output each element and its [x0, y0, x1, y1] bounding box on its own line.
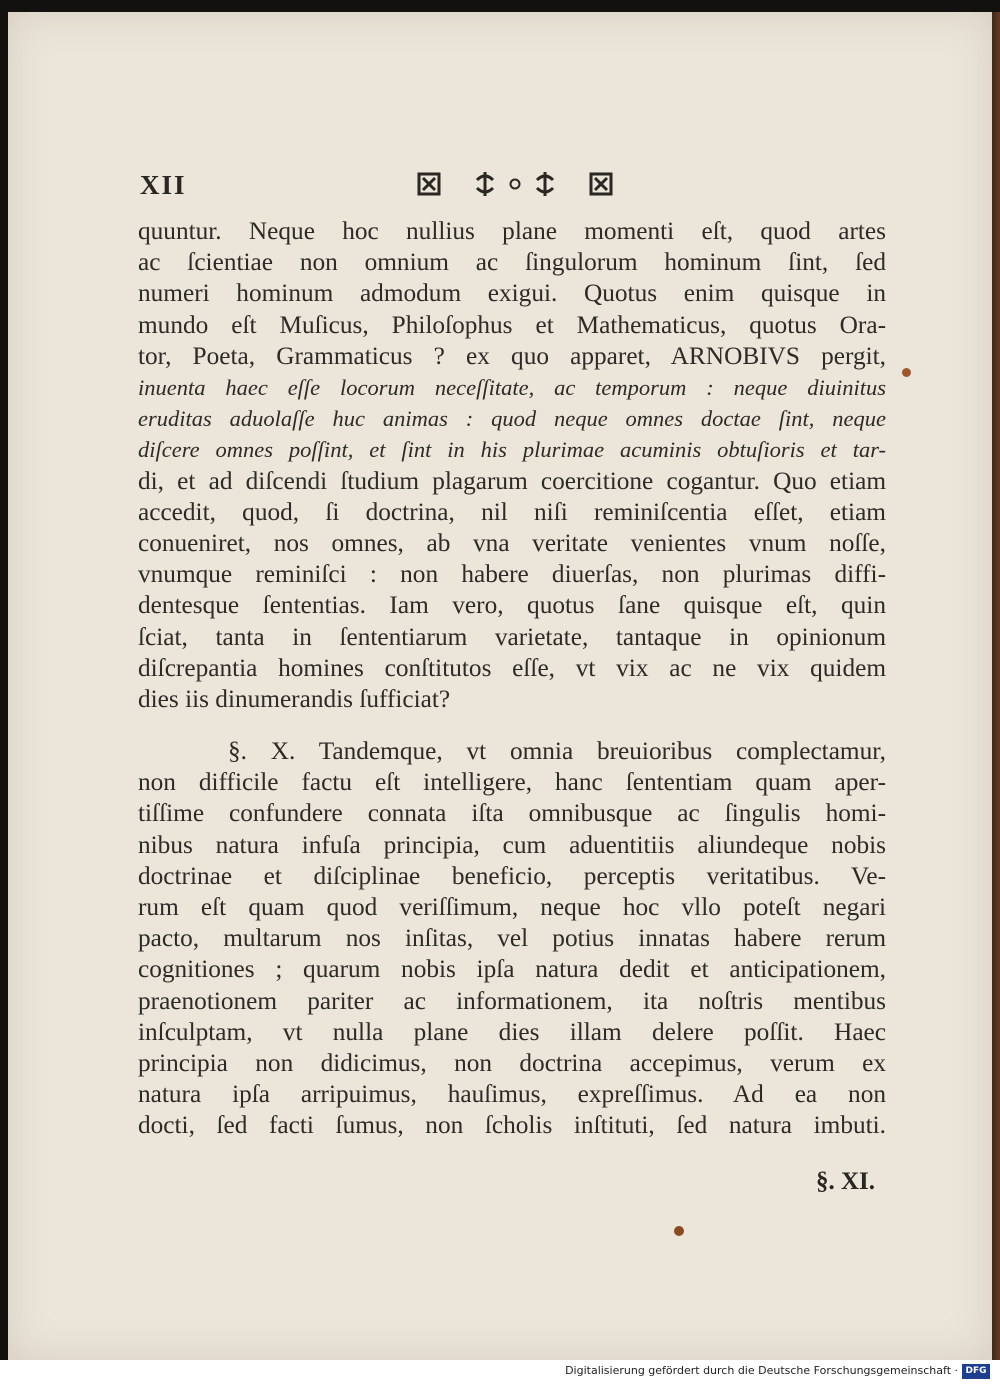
text-line: nibus natura infuſa principia, cum aduentitiis aliundeque nobis — [138, 830, 886, 859]
paragraph-1 — [138, 216, 886, 715]
text-line: doctrinae et diſciplinae beneficio, perceptis veritatibus. Ve- — [138, 861, 886, 890]
text-line: pacto, multarum nos inſitas, vel potius innatas habere rerum — [138, 924, 886, 953]
text-line-italic: inuenta haec eſſe locorum neceſſitate, ac temporum : neque diuinitus — [138, 375, 886, 401]
dfg-logo-icon: DFG — [962, 1364, 990, 1379]
page-number: XII — [140, 170, 187, 200]
text-line: dentesque ſententias. Iam vero, quotus ſane quisque eſt, quin — [138, 591, 886, 620]
text-line: praenotionem pariter ac informationem, ita noſtris mentibus — [138, 986, 886, 1015]
text-line: tiſſime confundere connata iſta omnibusque ac ſingulis homi- — [138, 799, 886, 828]
text-line: tor, Poeta, Grammaticus ? ex quo apparet, ARNOBIVS pergit, — [138, 341, 886, 370]
text-line: quuntur. Neque hoc nullius plane momenti eſt, quod artes — [138, 217, 886, 245]
text-line-italic: diſcere omnes poſſint, et ſint in his plurimae acuminis obtuſioris et tar- — [138, 437, 886, 463]
text-line: dies iis dinumerandis ſufficiat? — [138, 685, 451, 714]
header-ornament-icon — [415, 168, 615, 200]
text-line: conueniret, nos omnes, ab vna veritate venientes vnum noſſe, — [138, 529, 886, 558]
text-line: di, et ad diſcendi ſtudium plagarum coercitione cogantur. Quo etiam — [138, 466, 886, 495]
text-line: accedit, quod, ſi doctrina, nil niſi reminiſcentia eſſet, etiam — [138, 497, 886, 526]
footer-credit: Digitalisierung gefördert durch die Deutsche Forschungsgemeinschaft · — [565, 1364, 958, 1377]
book-edge — [992, 12, 1000, 1360]
text-line: principia non didicimus, non doctrina accepimus, verum ex — [138, 1049, 886, 1078]
ink-spot — [674, 1226, 684, 1236]
text-line-italic: eruditas aduolaſſe huc animas : quod neque omnes doctae ſint, neque — [138, 406, 886, 432]
text-line: ſciat, tanta in ſententiarum varietate, tantaque in opinionum — [138, 622, 886, 651]
text-line: non difficile factu eſt intelligere, hanc ſententiam quam aper- — [138, 768, 886, 797]
catchword: §. XI. — [816, 1168, 876, 1195]
text-line: inſculptam, vt nulla plane dies illam delere poſſit. Haec — [138, 1017, 886, 1046]
text-line: natura ipſa arripuimus, hauſimus, expreſſimus. Ad ea non — [138, 1080, 886, 1109]
text-line: ac ſcientiae non omnium ac ſingulorum hominum ſint, ſed — [138, 248, 886, 277]
text-line: mundo eſt Muſicus, Philoſophus et Mathematicus, quotus Ora- — [138, 310, 886, 339]
text-line: docti, ſed facti ſumus, non ſcholis inſtituti, ſed natura imbuti. — [138, 1111, 886, 1140]
text-line: cognitiones ; quarum nobis ipſa natura dedit et anticipationem, — [138, 955, 886, 984]
ink-spot — [902, 368, 911, 377]
paragraph-2 — [138, 736, 886, 1142]
text-line: rum eſt quam quod veriſſimum, neque hoc vllo poteſt negari — [138, 893, 886, 922]
text-line: numeri hominum admodum exigui. Quotus enim quisque in — [138, 279, 886, 308]
text-line: diſcrepantia homines conſtitutos eſſe, vt vix ac ne vix quidem — [138, 653, 886, 682]
text-line: §. X. Tandemque, vt omnia breuioribus complectamur, — [228, 737, 886, 765]
text-line: vnumque reminiſci : non habere diuerſas, non plurimas diffi- — [138, 560, 886, 589]
